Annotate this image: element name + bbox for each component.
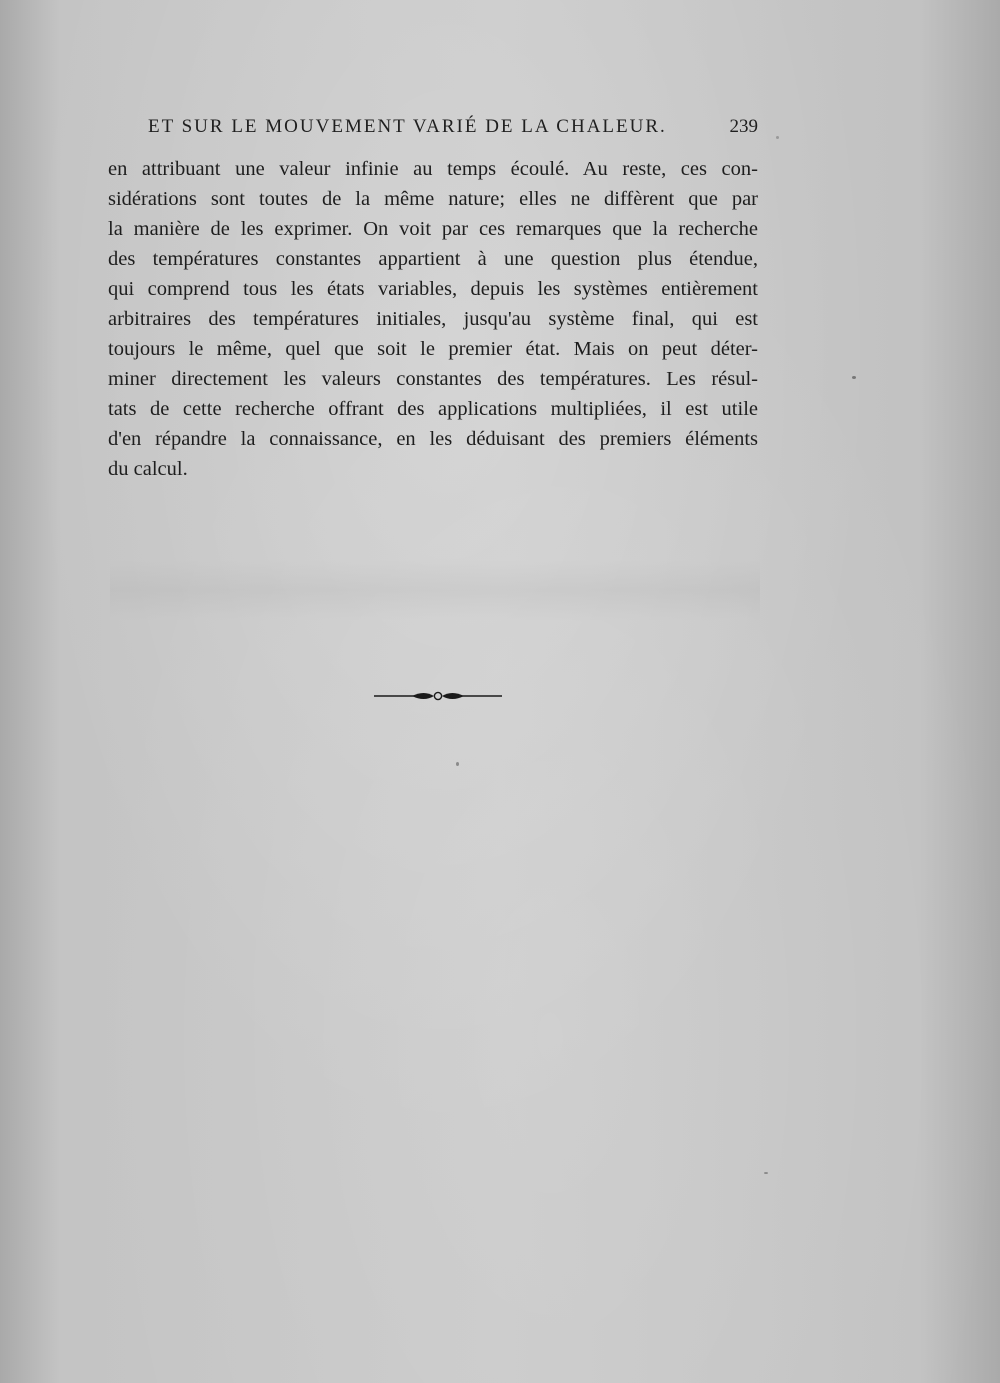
text-line: la manière de les exprimer. On voit par ces remarques que la recherche [108,218,758,240]
page-number: 239 [729,116,758,137]
text-line: des températures constantes appartient à une question plus étendue, [108,248,758,270]
text-line: miner directement les valeurs constantes des températures. Les résul- [108,368,758,390]
running-head [108,116,758,142]
show-through-shadow [110,560,760,620]
text-line: d'en répandre la connaissance, en les déduisant des premiers éléments [108,428,758,450]
text-line: arbitraires des températures initiales, jusqu'au système final, qui est [108,308,758,330]
text-line-last: du calcul. [108,458,188,480]
paper-speck [852,376,856,379]
text-line: en attribuant une valeur infinie au temps écoulé. Au reste, ces con- [108,158,758,180]
paper-speck [456,762,459,766]
paper-speck [764,1172,768,1174]
text-line: qui comprend tous les états variables, depuis les systèmes entièrement [108,278,758,300]
text-line: tats de cette recherche offrant des applications multipliées, il est utile [108,398,758,420]
text-line: sidérations sont toutes de la même nature; elles ne diffèrent que par [108,188,758,210]
paper-speck [776,136,779,139]
body-paragraph [108,154,758,484]
text-line: toujours le même, quel que soit le premier état. Mais on peut déter- [108,338,758,360]
running-head-title: ET SUR LE MOUVEMENT VARIÉ DE LA CHALEUR. [148,116,667,137]
tailpiece-ornament-icon [372,688,504,704]
